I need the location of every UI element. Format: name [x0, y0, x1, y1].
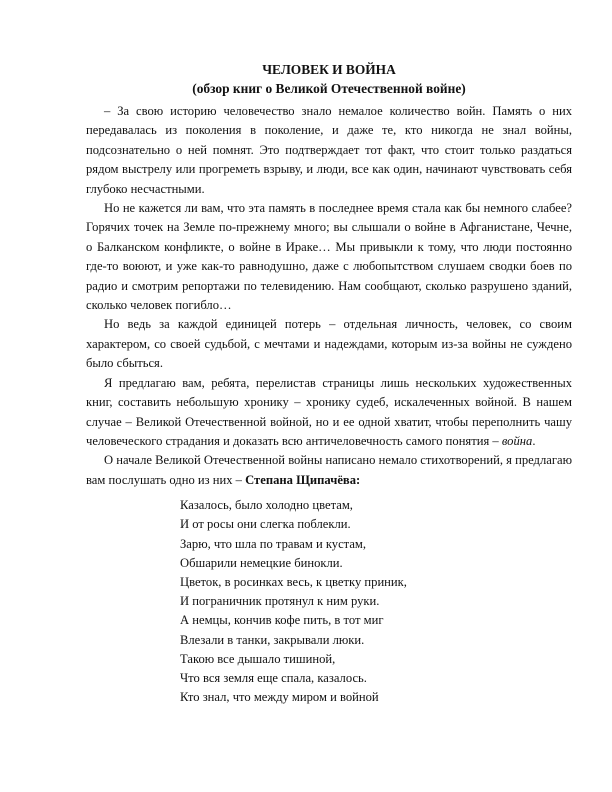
poem	[180, 496, 572, 707]
document-page	[86, 60, 572, 707]
poem-line: И от росы они слегка поблекли.	[180, 517, 351, 532]
paragraph-chronicle-text: Я предлагаю вам, ребята, перелистав страницы лишь нескольких художественных книг, составить небольшую хронику – хронику судеб, искалеченных войной. В нашем случае – Великой Отечественной войной, но и ее одной хватит, чтобы переполнить чашу человеческого страдания и доказать всю античеловечность самого понятия –	[86, 375, 572, 448]
page-title: ЧЕЛОВЕК И ВОЙНА	[262, 62, 396, 77]
paragraph-memory: Но не кажется ли вам, что эта память в последнее время стала как бы немного слабее? Горячих точек на Земле по-прежнему много; вы слышали о войне в Афганистане, Чечне, о Балканском конфликте, о войне в Ираке… Мы привыкли к тому, что люди постоянно где-то воюют, и уже как-то равнодушно, даже с любопытством слушаем сводки боев по радио и смотрим репортажи по телевидению. Нам сообщают, сколько разрушено зданий, сколько человек погибло…	[86, 201, 572, 313]
poem-line: Такою все дышало тишиной,	[180, 651, 336, 666]
paragraph-chronicle	[86, 374, 572, 452]
poem-line: И пограничник протянул к ним руки.	[180, 594, 380, 609]
paragraph-chronicle-end: .	[532, 433, 536, 448]
paragraph-intro: – За свою историю человечество знало немалое количество войн. Память о них передавалась из поколения в поколение, и даже те, кто никогда не знал войны, подсознательно о ней помнят. Это подтверждает тот факт, что стоит только раздаться рядом выстрелу или прогреметь взрыву, и люди, все как один, начинают чувствовать себя глубоко несчастными.	[86, 104, 572, 196]
poem-line: Что вся земля еще спала, казалось.	[180, 670, 367, 685]
poem-line: А немцы, кончив кофе пить, в тот миг	[180, 613, 384, 628]
paragraph-poems-intro-text: О начале Великой Отечественной войны написано немало стихотворений, я предлагаю вам послушать одно из них –	[86, 453, 572, 487]
poem-line: Казалось, было холодно цветам,	[180, 498, 353, 513]
paragraph-poems-intro	[86, 451, 572, 490]
poet-name: Степана Щипачёва:	[245, 472, 361, 487]
paragraph-losses: Но ведь за каждой единицей потерь – отдельная личность, человек, со своим характером, со своей судьбой, с мечтами и надеждами, которым из-за войны не суждено было сбыться.	[86, 317, 572, 371]
paragraph-chronicle-emphasis: война	[501, 433, 533, 448]
poem-line: Зарю, что шла по травам и кустам,	[180, 536, 367, 551]
poem-line: Обшарили немецкие бинокли.	[180, 555, 343, 570]
poem-line: Цветок, в росинках весь, к цветку приник,	[180, 574, 407, 589]
poem-line: Кто знал, что между миром и войной	[180, 690, 379, 705]
poem-line: Влезали в танки, закрывали люки.	[180, 632, 365, 647]
page-subtitle: (обзор книг о Великой Отечественной войне)	[192, 81, 466, 96]
